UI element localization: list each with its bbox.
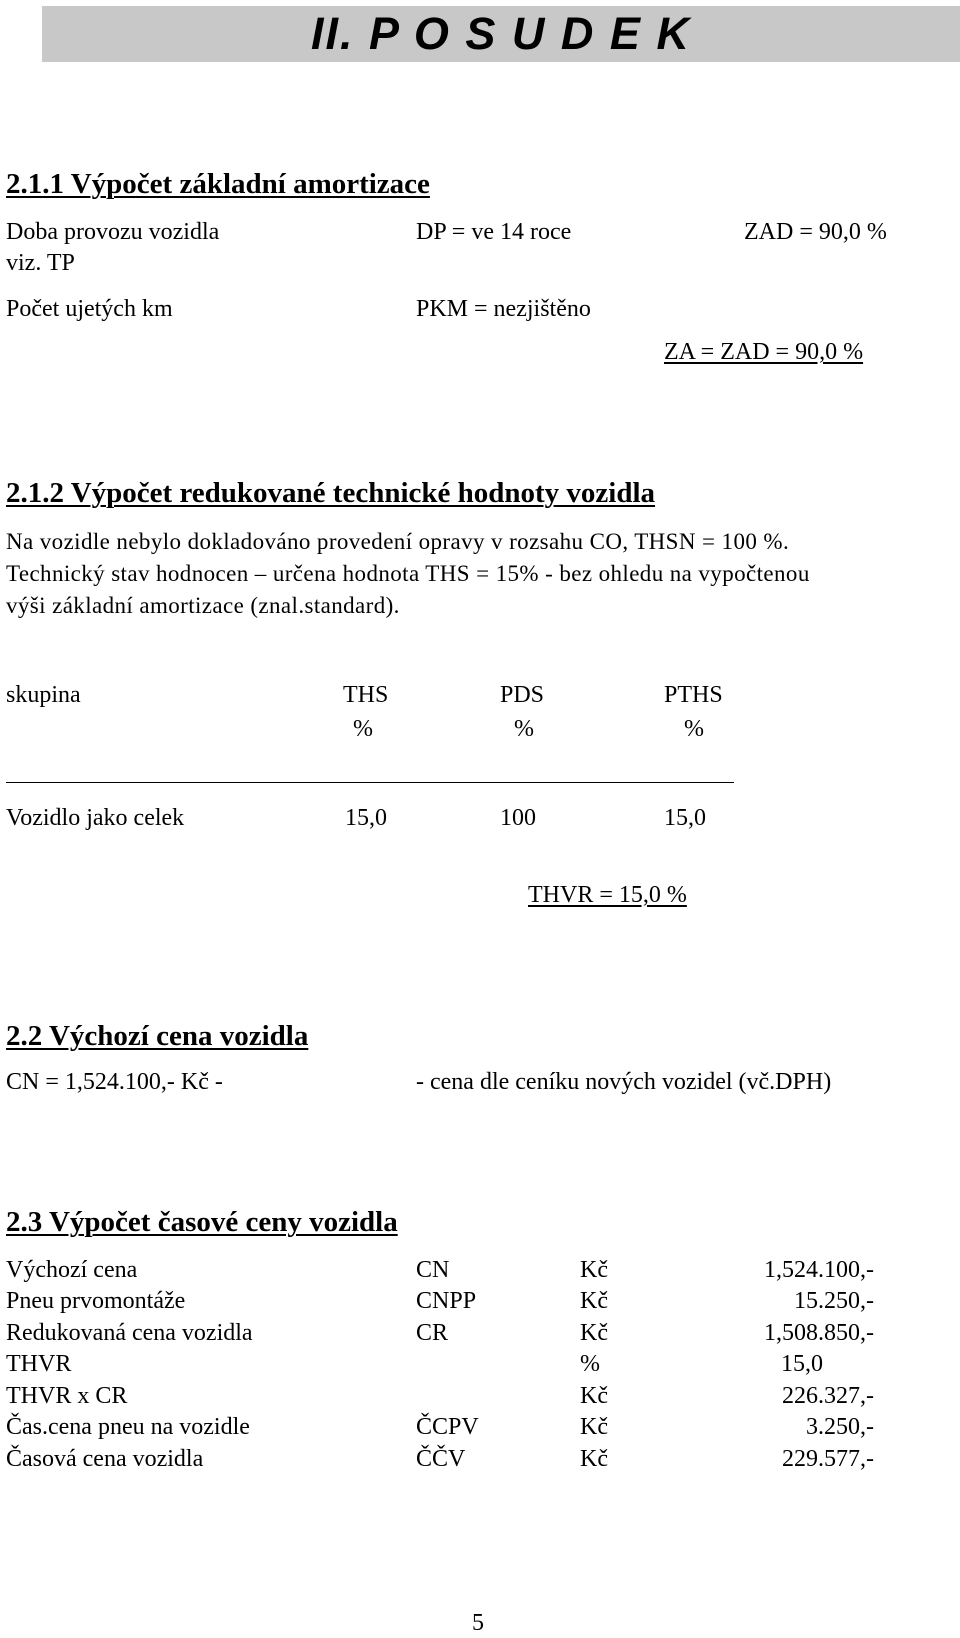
row-code: ČČV xyxy=(416,1446,466,1472)
amortization-result: ZA = ZAD = 90,0 % xyxy=(664,339,864,365)
table-header-ths: THS xyxy=(343,682,389,708)
row-value: 1,508.850,- xyxy=(764,1320,874,1346)
page-title: II. P O S U D E K xyxy=(311,8,691,59)
row-label: THVR xyxy=(6,1351,72,1377)
row-label: Výchozí cena xyxy=(6,1257,138,1283)
row-value: 226.327,- xyxy=(782,1383,874,1409)
row-label: THVR x CR xyxy=(6,1383,128,1409)
row-code: CN xyxy=(416,1257,450,1283)
base-price-value: CN = 1,524.100,- Kč - xyxy=(6,1069,223,1095)
section-2-2-heading: 2.2 Výchozí cena vozidla xyxy=(6,1020,309,1052)
table-unit-ths: % xyxy=(353,716,373,742)
mileage-label: Počet ujetých km xyxy=(6,296,173,322)
thvr-result: THVR = 15,0 % xyxy=(528,882,687,908)
row-code: ČCPV xyxy=(416,1414,479,1440)
row-unit: Kč xyxy=(580,1414,608,1440)
row-unit: Kč xyxy=(580,1257,608,1283)
table-unit-pths: % xyxy=(684,716,704,742)
basic-amortization-value: ZAD = 90,0 % xyxy=(744,219,887,245)
mileage-value: PKM = nezjištěno xyxy=(416,296,591,322)
row-unit: Kč xyxy=(580,1383,608,1409)
row-label: Časová cena vozidla xyxy=(6,1446,204,1472)
operation-period-value: DP = ve 14 roce xyxy=(416,219,572,245)
row-unit: Kč xyxy=(580,1320,608,1346)
row-code: CNPP xyxy=(416,1288,477,1314)
row-label: Čas.cena pneu na vozidle xyxy=(6,1414,250,1440)
row-value: 229.577,- xyxy=(782,1446,874,1472)
row-label: Redukovaná cena vozidla xyxy=(6,1320,253,1346)
base-price-note: - cena dle ceníku nových vozidel (vč.DPH) xyxy=(416,1069,832,1095)
title-bar xyxy=(42,6,960,62)
paragraph-line-2: Technický stav hodnocen – určena hodnota THS = 15% - bez ohledu na vypočtenou xyxy=(6,561,810,586)
table-header-pths: PTHS xyxy=(664,682,723,708)
section-2-3-heading: 2.3 Výpočet časové ceny vozidla xyxy=(6,1206,398,1238)
section-2-1-2-heading: 2.1.2 Výpočet redukované technické hodnoty vozidla xyxy=(6,477,656,509)
paragraph-line-3: výši základní amortizace (znal.standard). xyxy=(6,593,400,618)
row-unit: % xyxy=(580,1351,600,1377)
table-cell-group: Vozidlo jako celek xyxy=(6,805,185,831)
row-unit: Kč xyxy=(580,1446,608,1472)
row-code: CR xyxy=(416,1320,449,1346)
row-value: 15,0 xyxy=(781,1351,823,1377)
row-value: 1,524.100,- xyxy=(764,1257,874,1283)
row-value: 15.250,- xyxy=(794,1288,874,1314)
section-2-1-1-heading: 2.1.1 Výpočet základní amortizace xyxy=(6,168,430,200)
operation-period-label: Doba provozu vozidla xyxy=(6,219,220,245)
row-value: 3.250,- xyxy=(806,1414,874,1440)
paragraph-line-1: Na vozidle nebylo dokladováno provedení opravy v rozsahu CO, THSN = 100 %. xyxy=(6,529,790,554)
operation-period-label-ref: viz. TP xyxy=(6,250,75,276)
row-label: Pneu prvomontáže xyxy=(6,1288,186,1314)
table-cell-pds: 100 xyxy=(500,805,536,831)
table-divider xyxy=(6,782,734,783)
row-unit: Kč xyxy=(580,1288,608,1314)
table-cell-ths: 15,0 xyxy=(345,805,387,831)
table-unit-pds: % xyxy=(514,716,534,742)
table-header-group: skupina xyxy=(6,682,81,708)
table-cell-pths: 15,0 xyxy=(664,805,706,831)
table-header-pds: PDS xyxy=(500,682,545,708)
page-number: 5 xyxy=(472,1610,484,1636)
